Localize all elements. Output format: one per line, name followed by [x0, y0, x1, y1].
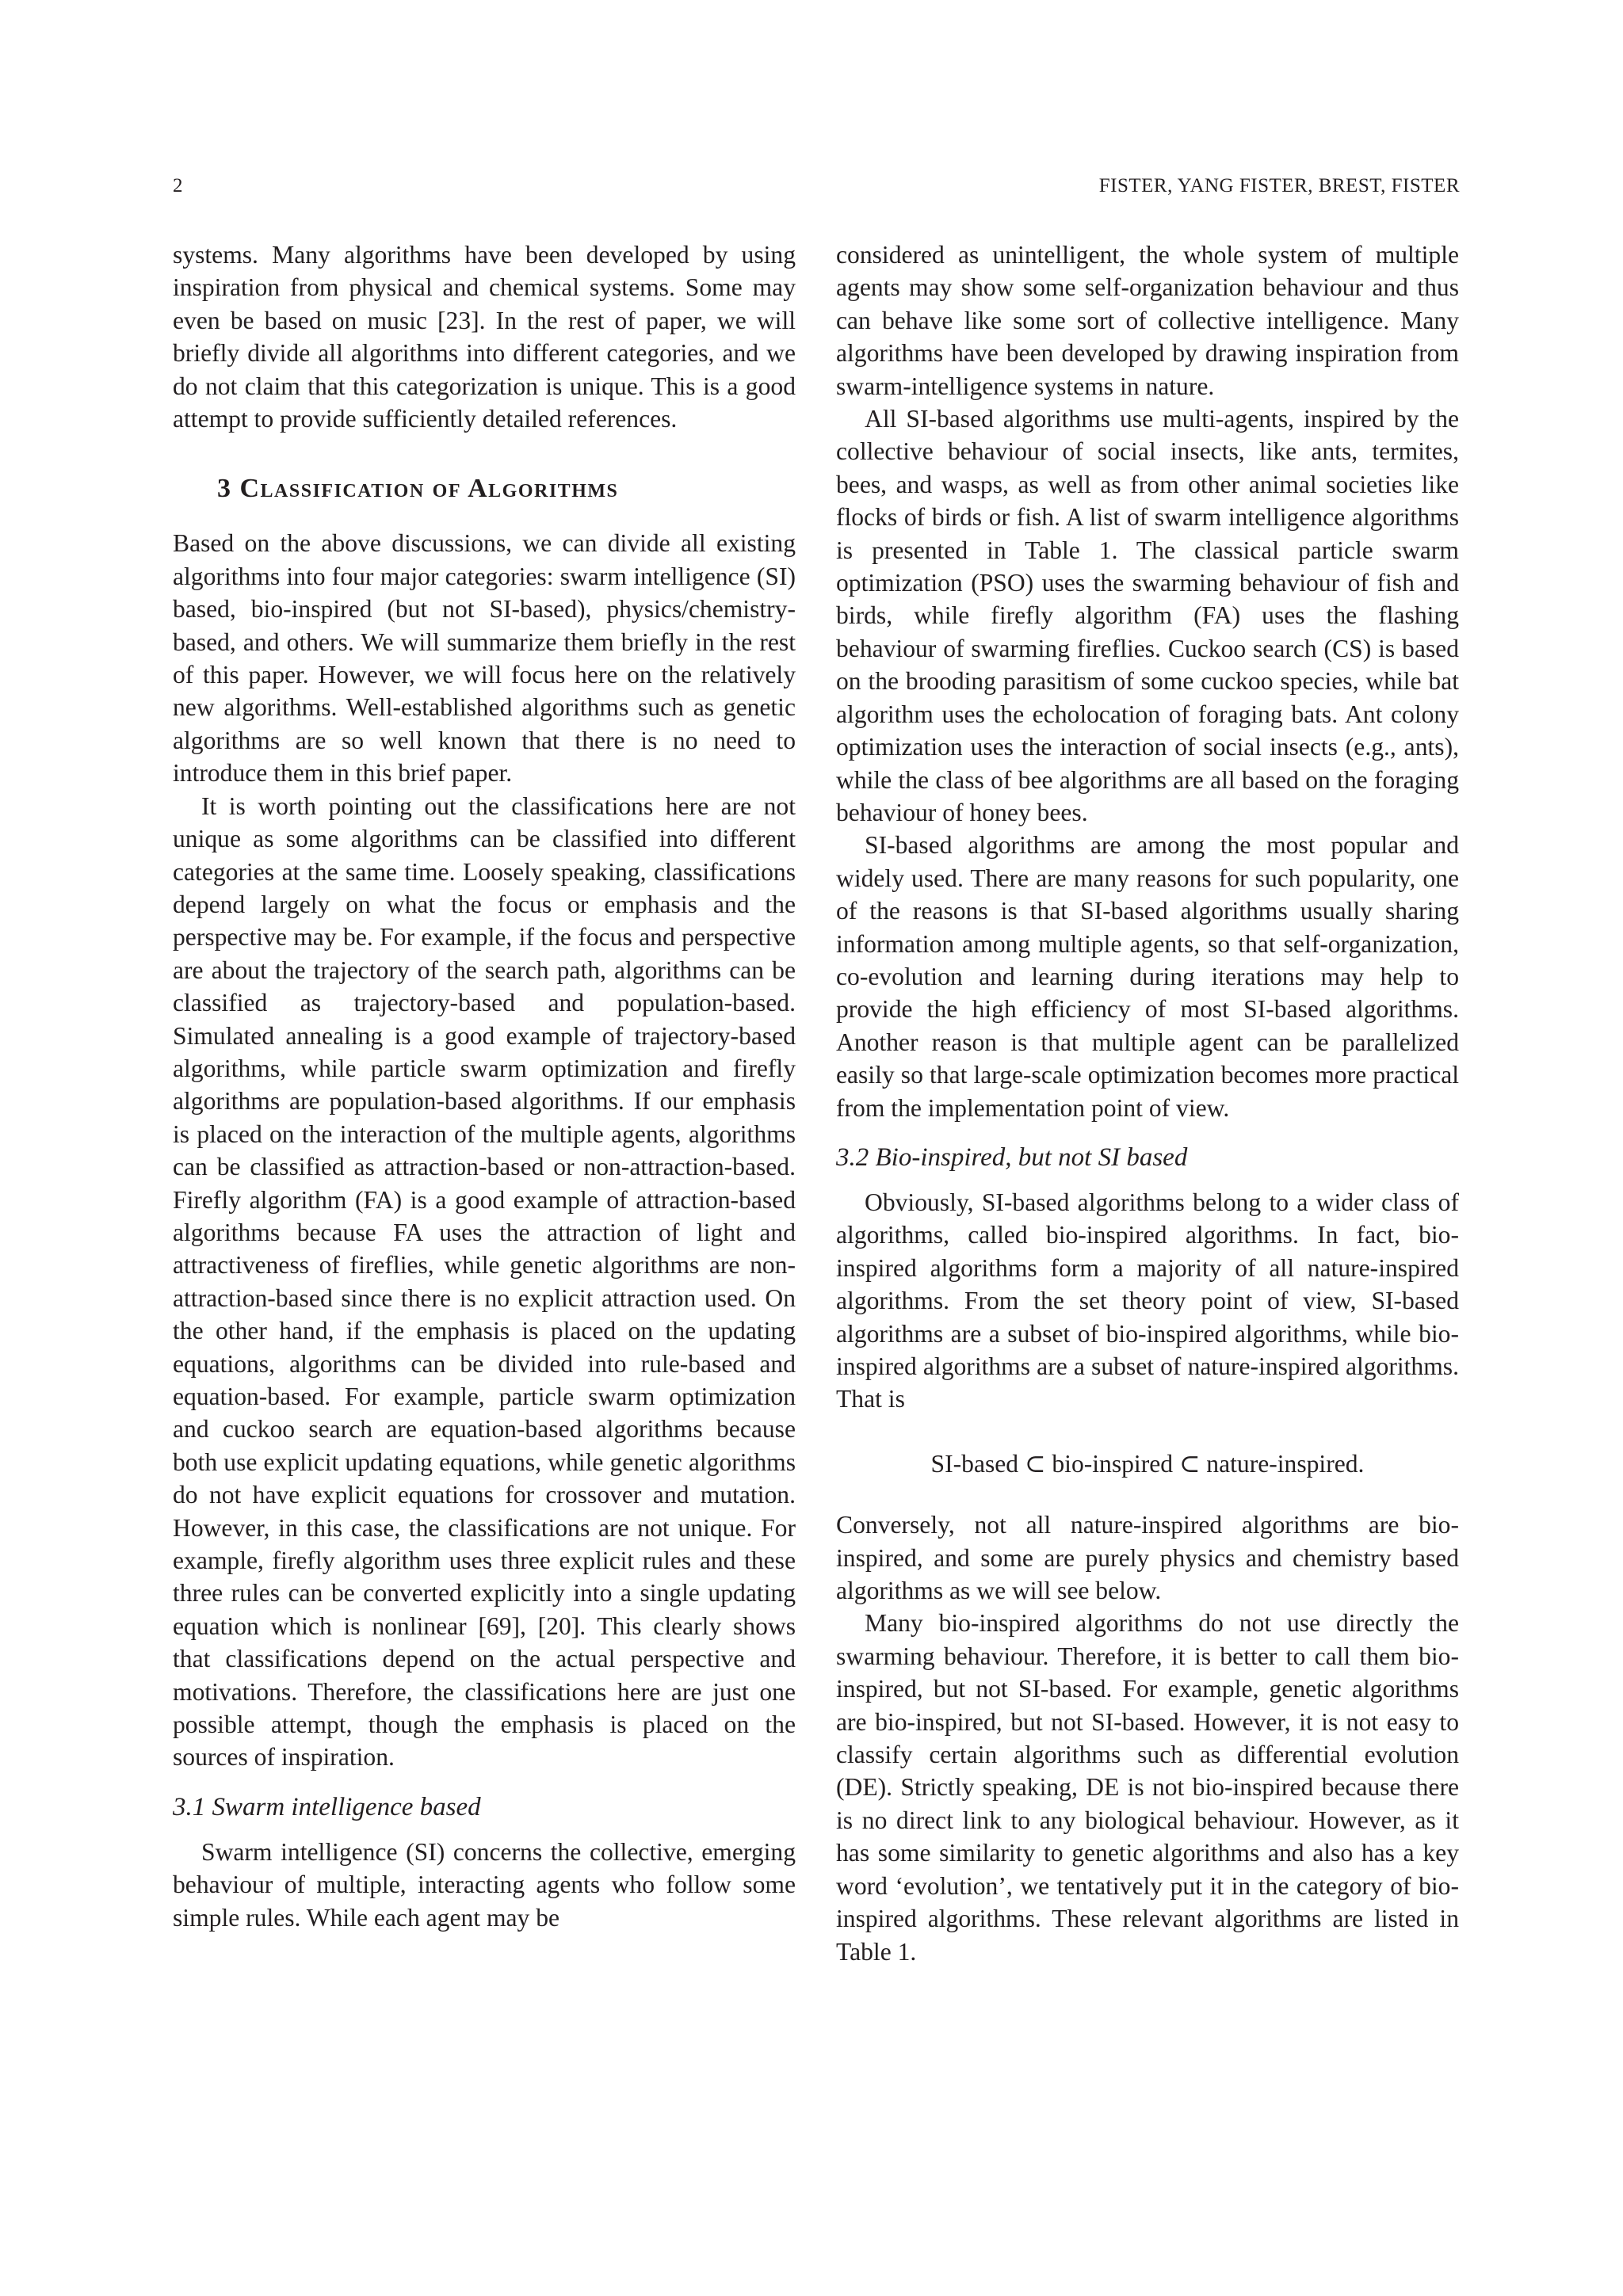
si-popularity-paragraph: SI-based algorithms are among the most popular and widely used. There are many reasons for such popularity, one of the reasons is that SI-based algorithms usually sharing information among multiple agents, so that self-organization, co-evolution and learning during iterations may help to provide the high efficiency of most SI-based algorithms. Another reason is that multiple agent can be parallelized easily so that large-scale optimization becomes more practical from the implementation point of view. [836, 831, 1459, 1122]
left-column [173, 238, 796, 1934]
continued-paragraph: considered as unintelligent, the whole system of multiple agents may show some self-organization behaviour and thus can behave like some sort of collective intelligence. Many algorithms have been developed by drawing inspiration from swarm-intelligence systems in nature. [836, 241, 1459, 400]
section-heading-classification: 3 Classification of Algorithms [217, 474, 619, 504]
differential-evolution-paragraph: Many bio-inspired algorithms do not use directly the swarming behaviour. Therefore, it is better to call them bio-inspired, but not SI-based. For example, genetic algorithms are bio-inspired, but not SI-based. However, it is not easy to classify certain algorithms such as differential evolution (DE). Strictly speaking, DE is not bio-inspired because there is no direct link to any biological behaviour. However, as it has some similarity to genetic algorithms and also has a key word ‘evolution’, we tentatively put it in the category of bio-inspired algorithms. These relevant algorithms are listed in Table 1. [836, 1609, 1459, 1966]
conversely-paragraph: Conversely, not all nature-inspired algorithms are bio-inspired, and some are purely physics and chemistry based algorithms as we will see below. [836, 1511, 1459, 1605]
si-algorithms-paragraph: All SI-based algorithms use multi-agents, inspired by the collective behaviour of social insects, like ants, termites, bees, and wasps, as well as from other animal societies like flocks of birds or fish. A list of swarm intelligence algorithms is presented in Table 1. The classical particle swarm optimization (PSO) uses the swarming behaviour of fish and birds, while firefly algorithm (FA) uses the flashing behaviour of swarming fireflies. Cuckoo search (CS) is based on the brooding parasitism of some cuckoo species, while bat algorithm uses the echolocation of foraging bats. Ant colony optimization uses the interaction of social insects (e.g., ants), while the class of bee algorithms are all based on the foraging behaviour of honey bees. [836, 405, 1459, 826]
subsection-heading-swarm-intelligence: 3.1 Swarm intelligence based [173, 1792, 481, 1821]
intro-paragraph: systems. Many algorithms have been developed by using inspiration from physical and chemical systems. Some may even be based on music [23]. In the rest of paper, we will briefly divide all algorithms into different categories, and we do not claim that this categorization is unique. This is a good attempt to provide sufficiently detailed references. [173, 241, 796, 433]
section-paragraph-1: Based on the above discussions, we can divide all existing algorithms into four major categories: swarm intelligence (SI) based, bio-inspired (but not SI-based), physics/chemistry-based, and others. We will summarize them briefly in the rest of this paper. However, we will focus here on the relatively new algorithms. Well-established algorithms such as genetic algorithms are so well known that there is no need to introduce them in this brief paper. [173, 529, 796, 788]
bio-inspired-paragraph: Obviously, SI-based algorithms belong to a wider class of algorithms, called bio-inspired algorithms. In fact, bio-inspired algorithms form a majority of all nature-inspired algorithms. From the set theory point of view, SI-based algorithms are a subset of bio-inspired algorithms, while bio-inspired algorithms are a subset of nature-inspired algorithms. That is [836, 1188, 1459, 1413]
page-number: 2 [173, 175, 183, 196]
running-head [173, 174, 1460, 198]
running-head-authors: FISTER, YANG FISTER, BREST, FISTER [1098, 175, 1460, 196]
subsection-31-paragraph: Swarm intelligence (SI) concerns the collective, emerging behaviour of multiple, interacting agents who follow some simple rules. While each agent may be [173, 1837, 796, 1932]
right-column [836, 238, 1459, 1968]
set-inclusion-equation: SI-based ⊂ bio-inspired ⊂ nature-inspired. [930, 1449, 1365, 1478]
subsection-heading-bio-inspired: 3.2 Bio-inspired, but not SI based [836, 1142, 1188, 1172]
section-paragraph-2: It is worth pointing out the classifications here are not unique as some algorithms can be classified into different categories at the same time. Loosely speaking, classifications depend largely on what the focus or emphasis and the perspective may be. For example, if the focus and perspective are about the trajectory of the search path, algorithms can be classified as trajectory-based and population-based. Simulated annealing is a good example of trajectory-based algorithms, while particle swarm optimization and firefly algorithms are population-based algorithms. If our emphasis is placed on the interaction of the multiple agents, algorithms can be classified as attraction-based or non-attraction-based. Firefly algorithm (FA) is a good example of attraction-based algorithms because FA uses the attraction of light and attractiveness of fireflies, while genetic algorithms are non-attraction-based since there is no explicit attraction used. On the other hand, if the emphasis is placed on the updating equations, algorithms can be divided into rule-based and equation-based. For example, particle swarm optimization and cuckoo search are equation-based algorithms because both use explicit updating equations, while genetic algorithms do not have explicit equations for crossover and mutation. However, in this case, the classifications are not unique. For example, firefly algorithm uses three explicit rules and these three rules can be converted explicitly into a single updating equation which is nonlinear [69], [20]. This clearly shows that classifications depend on the actual perspective and motivations. Therefore, the classifications here are just one possible attempt, though the emphasis is placed on the sources of inspiration. [173, 791, 796, 1772]
